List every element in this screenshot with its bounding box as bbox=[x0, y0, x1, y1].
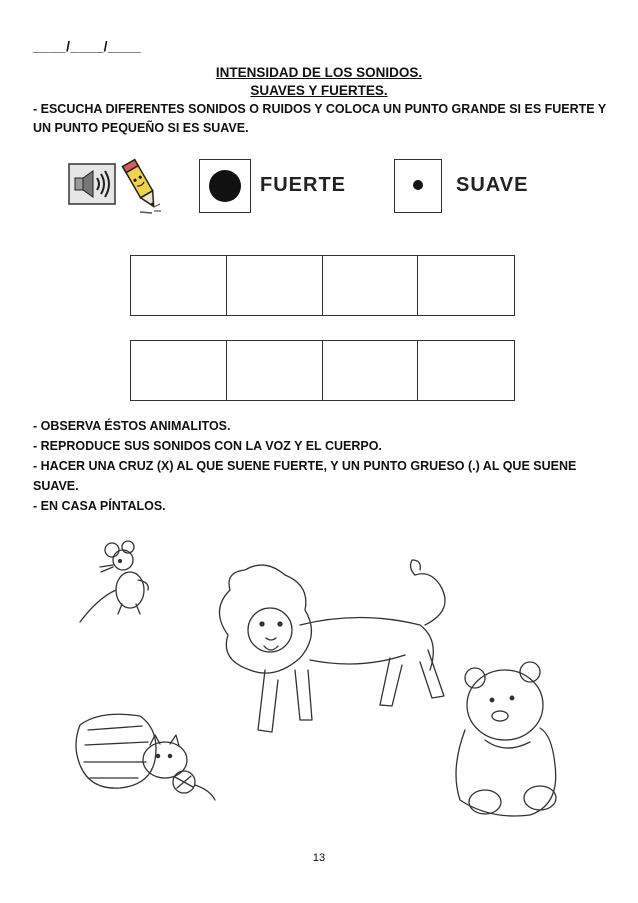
task-item: - OBSERVA ÉSTOS ANIMALITOS. bbox=[33, 419, 231, 433]
answer-cell[interactable] bbox=[131, 256, 227, 315]
page-number: 13 bbox=[312, 852, 326, 864]
cat-illustration bbox=[76, 714, 215, 800]
task-item: - HACER UNA CRUZ (X) AL QUE SUENE FUERTE, Y UN PUNTO GRUESO (.) AL QUE SUENE SUAVE. bbox=[33, 459, 577, 493]
mouse-illustration bbox=[80, 541, 148, 622]
answer-cell[interactable] bbox=[323, 256, 419, 315]
speaker-icon bbox=[68, 163, 116, 205]
soft-label: SUAVE bbox=[456, 174, 529, 196]
answer-cell[interactable] bbox=[323, 341, 419, 400]
task-item: - REPRODUCE SUS SONIDOS CON LA VOZ Y EL CUERPO. bbox=[33, 439, 382, 453]
page-title: INTENSIDAD DE LOS SONIDOS. bbox=[215, 65, 423, 80]
task-list bbox=[33, 416, 608, 516]
task-item: - EN CASA PÍNTALOS. bbox=[33, 499, 166, 513]
answer-cell[interactable] bbox=[418, 341, 514, 400]
lion-illustration bbox=[219, 560, 445, 732]
page-subtitle: SUAVES Y FUERTES. bbox=[250, 83, 388, 98]
strong-label: FUERTE bbox=[260, 174, 346, 196]
instruction-text: - ESCUCHA DIFERENTES SONIDOS O RUIDOS Y COLOCA UN PUNTO GRANDE SI ES FUERTE Y UN PUNTO PEQUEÑO SI ES SUAVE. bbox=[33, 102, 606, 135]
answer-cell[interactable] bbox=[227, 341, 323, 400]
big-dot-icon bbox=[209, 170, 241, 202]
answer-cell[interactable] bbox=[131, 341, 227, 400]
answer-grid-row-1 bbox=[130, 255, 515, 316]
strong-dot-box bbox=[199, 159, 251, 213]
small-dot-icon bbox=[413, 180, 423, 190]
answer-cell[interactable] bbox=[418, 256, 514, 315]
bear-illustration bbox=[456, 662, 556, 816]
pencil-icon bbox=[120, 155, 166, 217]
animal-illustrations bbox=[60, 530, 580, 830]
answer-grid-row-2 bbox=[130, 340, 515, 401]
date-line: ____/____/____ bbox=[33, 38, 142, 54]
soft-dot-box bbox=[394, 159, 442, 213]
answer-cell[interactable] bbox=[227, 256, 323, 315]
